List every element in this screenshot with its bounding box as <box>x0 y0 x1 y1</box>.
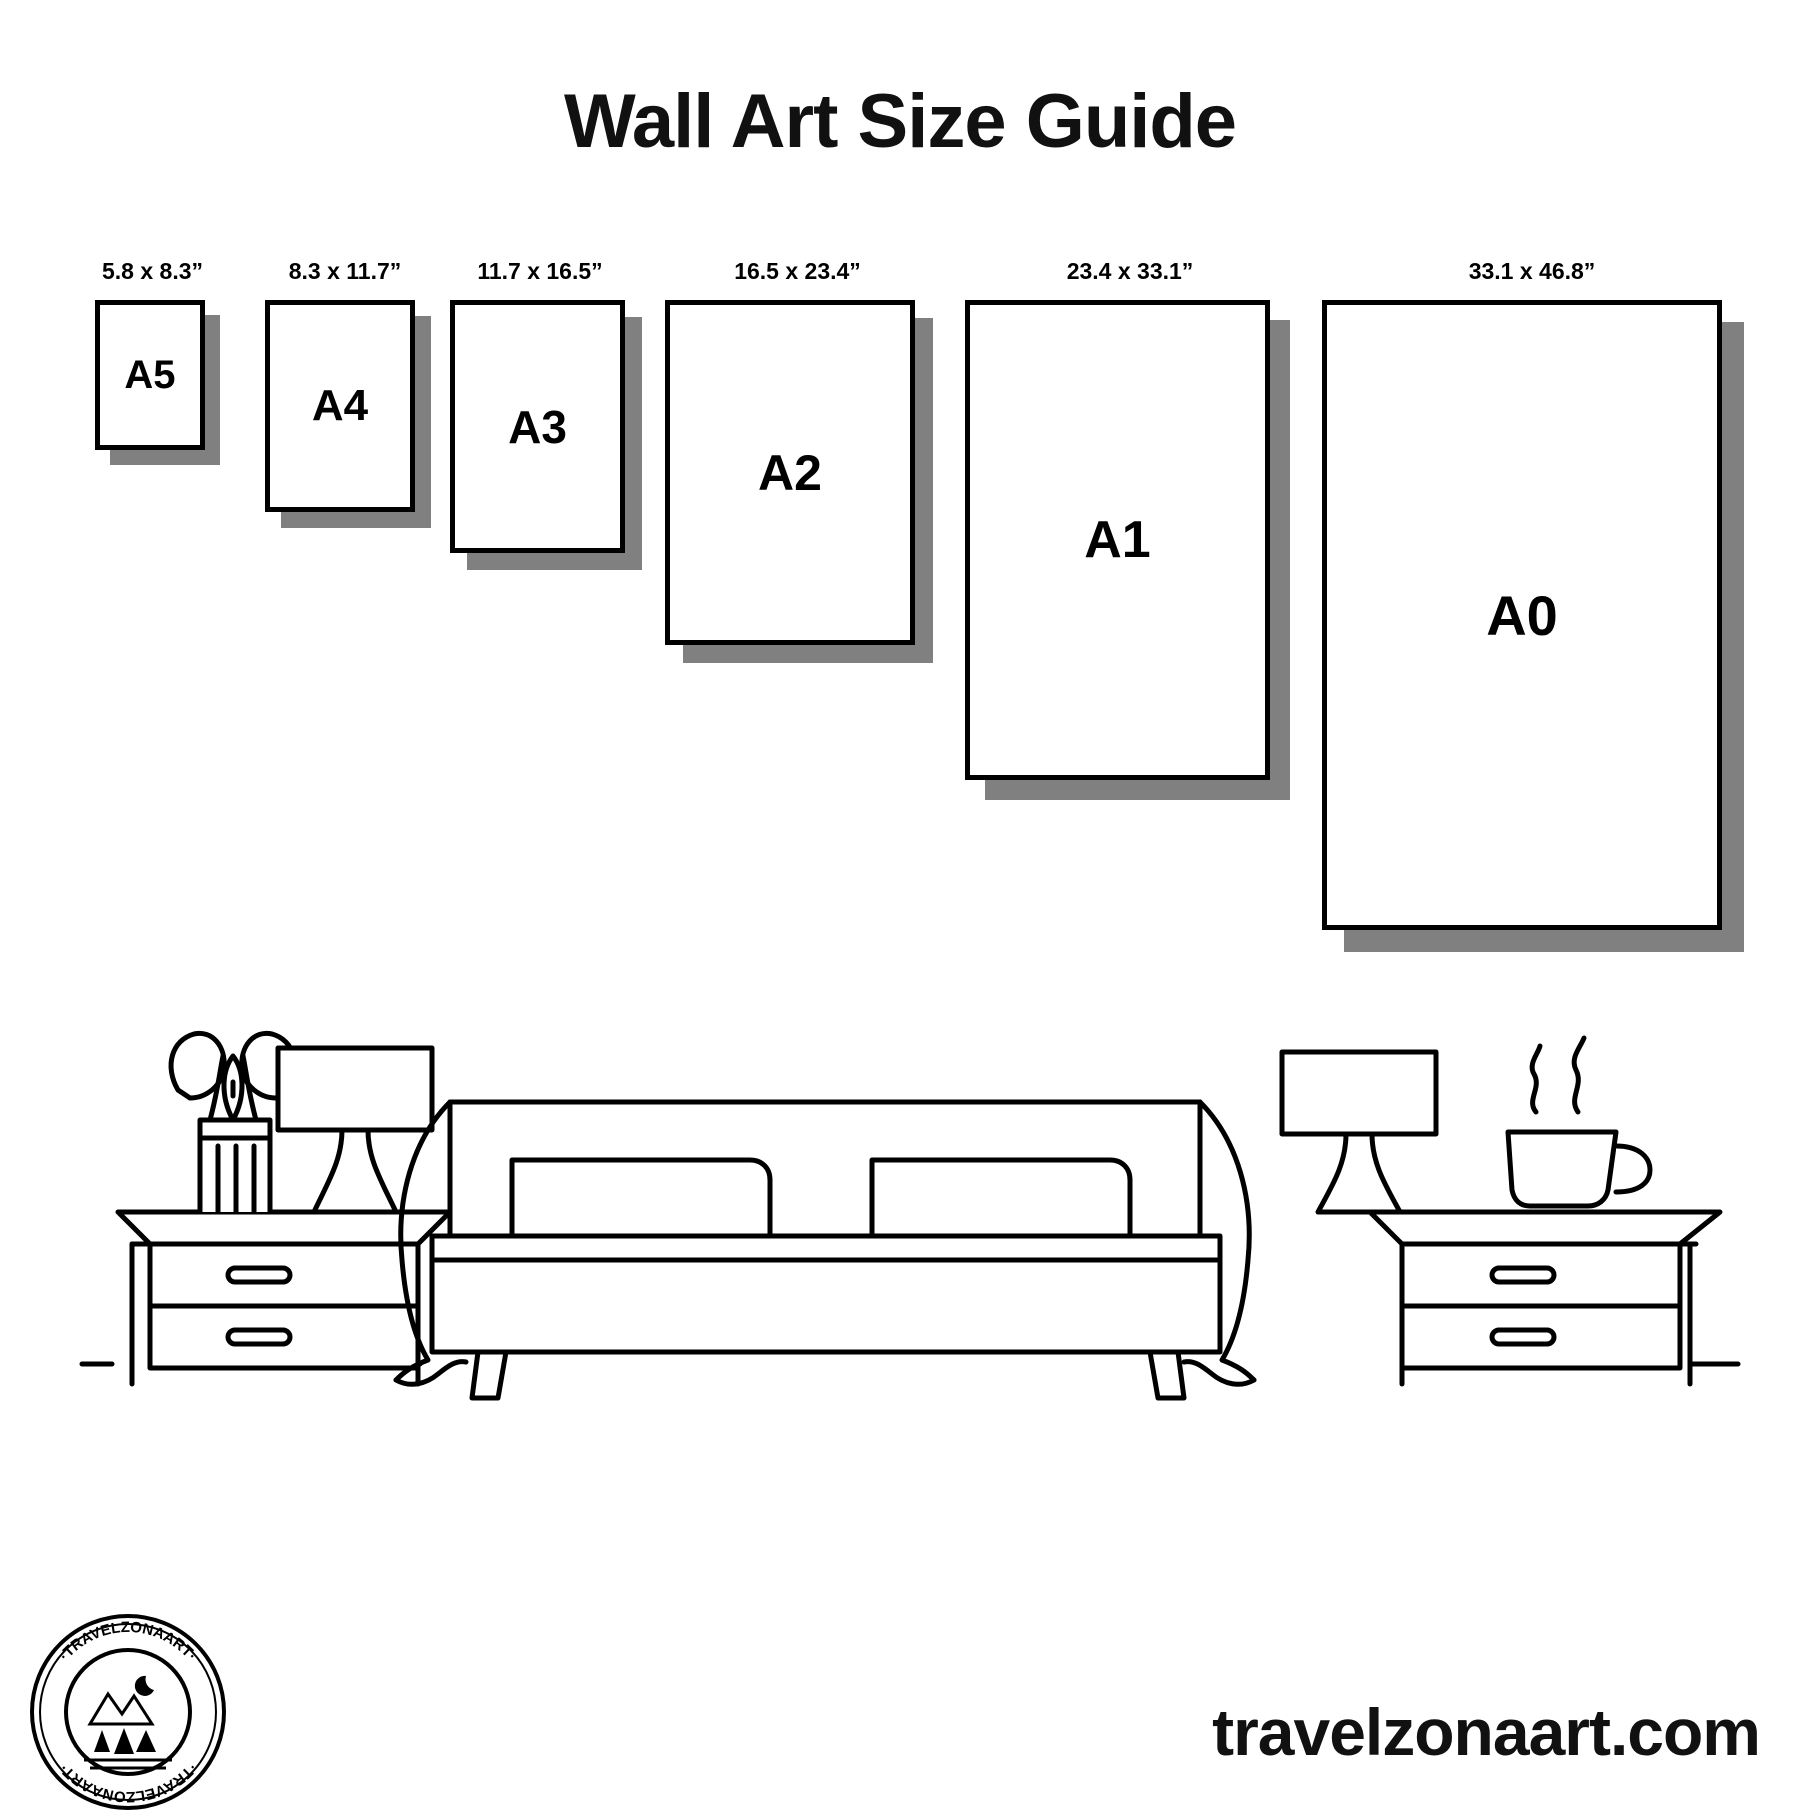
frame-group-a5 <box>95 258 210 470</box>
logo-text-bottom: ·TRAVELZONAART· <box>55 1759 201 1806</box>
bed <box>396 1102 1254 1398</box>
left-lamp-shade <box>278 1048 432 1130</box>
pillow-right <box>872 1160 1130 1236</box>
frame-dimension-label: 16.5 x 23.4” <box>734 258 861 284</box>
logo-text-top: ·TRAVELZONAART· <box>55 1618 201 1665</box>
steam-right <box>1574 1038 1584 1112</box>
frame-box-a1[interactable] <box>965 300 1270 780</box>
frame-group-a4 <box>265 258 425 535</box>
page-title: Wall Art Size Guide <box>563 79 1237 164</box>
right-lamp <box>1282 1052 1436 1212</box>
frame-box-a2[interactable] <box>665 300 915 645</box>
frame-box-a5[interactable] <box>95 300 205 450</box>
frame-name-label: A0 <box>1486 583 1558 647</box>
frame-box-a3[interactable] <box>450 300 625 553</box>
right-lamp-base <box>1318 1134 1400 1212</box>
left-nightstand-handle-top <box>228 1268 290 1282</box>
cup-body <box>1508 1132 1616 1206</box>
bed-leg-left <box>472 1352 506 1398</box>
frame-name-label: A5 <box>124 352 176 397</box>
frame-name-label: A1 <box>1084 511 1151 569</box>
right-nightstand-handle-bottom <box>1492 1330 1554 1344</box>
frame-dimension-label: 33.1 x 46.8” <box>1468 258 1596 284</box>
steam-left <box>1532 1046 1540 1112</box>
logo-tree-3 <box>136 1730 156 1752</box>
coffee-cup <box>1508 1038 1650 1206</box>
right-nightstand-top <box>1370 1212 1720 1244</box>
logo-tree-1 <box>94 1730 110 1752</box>
frame-box-a0[interactable] <box>1322 300 1722 930</box>
left-lamp-base <box>314 1130 396 1212</box>
frame-group-a0 <box>1322 258 1742 960</box>
right-nightstand-handle-top <box>1492 1268 1554 1282</box>
logo-landscape-icon <box>84 1676 172 1768</box>
bed-mattress <box>432 1236 1220 1352</box>
frame-dimension-label: 11.7 x 16.5” <box>477 258 603 284</box>
frame-group-a1 <box>965 258 1295 800</box>
frame-name-label: A3 <box>508 400 567 453</box>
logo-moon-icon <box>135 1676 154 1696</box>
frame-dimension-label: 23.4 x 33.1” <box>1066 258 1194 284</box>
bedroom-scene-illustration <box>60 960 1760 1500</box>
bed-leg-right <box>1150 1352 1184 1398</box>
website-url[interactable]: travelzonaart.com <box>1212 1695 1760 1769</box>
right-lamp-shade <box>1282 1052 1436 1134</box>
frame-dimension-label: 8.3 x 11.7” <box>288 258 402 284</box>
frame-group-a2 <box>665 258 930 660</box>
left-lamp <box>278 1048 432 1212</box>
right-nightstand <box>1370 1212 1720 1384</box>
pillow-left <box>512 1160 770 1236</box>
logo-mountain <box>90 1694 152 1724</box>
cup-handle <box>1616 1146 1650 1192</box>
brand-logo[interactable] <box>28 1612 228 1812</box>
frame-name-label: A4 <box>311 381 369 430</box>
frame-dimension-label: 5.8 x 8.3” <box>101 258 204 284</box>
logo-tree-2 <box>114 1728 134 1754</box>
frame-group-a3 <box>450 258 630 580</box>
left-nightstand-handle-bottom <box>228 1330 290 1344</box>
frame-box-a4[interactable] <box>265 300 415 512</box>
frame-name-label: A2 <box>758 444 822 501</box>
